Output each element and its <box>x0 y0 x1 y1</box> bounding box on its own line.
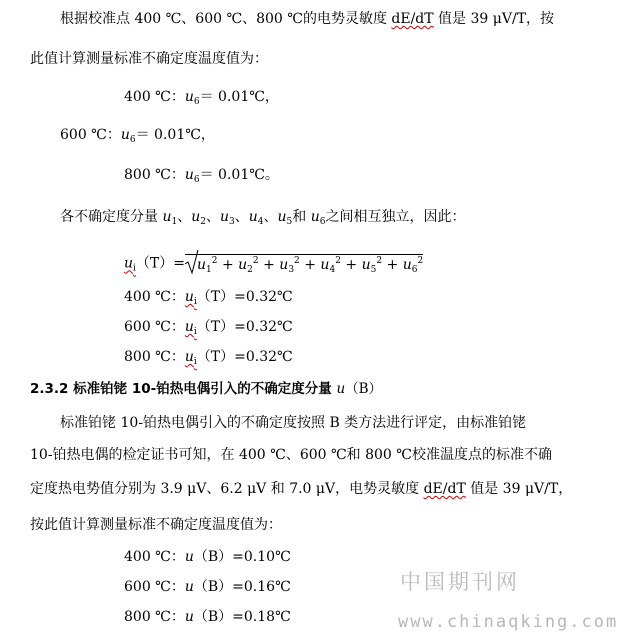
paragraph-sensitivity-cont: 此值计算测量标准不确定度温度值为： <box>30 51 268 67</box>
ub-line-600: 600 ℃：u（B）=0.16℃ <box>124 579 291 595</box>
square-root-sign: $u_1^2 + u_2^2 + u_3^2 + u_4^2 + u_5^2 + u_6^2$ <box>185 252 423 275</box>
paragraph-typeb-l3: 定度热电势值分别为 3.9 μV、6.2 μV 和 7.0 μV，电势灵敏度 dE/dT 值是 39 μV/T， <box>30 481 573 497</box>
u6-line-400: 400 ℃：$u_6=$ 0.01℃， <box>124 89 279 107</box>
watermark-cn: 中国期刊网 <box>400 570 520 594</box>
combined-uncertainty-formula: $u_i(T)=$ $u_1^2 + u_2^2 + u_3^2 + u_4^2 + u_5^2 + u_6^2$ <box>124 252 423 275</box>
ui-line-400: 400 ℃：$u_i(T)=0.32℃$ <box>124 289 293 307</box>
ub-line-400: 400 ℃：u（B）=0.10℃ <box>124 549 291 565</box>
paragraph-typeb-l1: 标准铂铑 10-铂热电偶引入的不确定度按照 B 类方法进行评定，由标准铂铑 <box>60 415 527 431</box>
ui-line-800: 800 ℃：$u_i(T)=0.32℃$ <box>124 349 293 367</box>
u6-line-800: 800 ℃：$u_6=$ 0.01℃。 <box>124 167 279 185</box>
section-heading: 2.3.2 标准铂铑 10-铂热电偶引入的不确定度分量 u（B） <box>30 381 383 397</box>
watermark-url: www.chinaqking.com <box>398 612 619 632</box>
paragraph-independence: 各不确定度分量 $u_1$、$u_2$、$u_3$、$u_4$、$u_5$和 $u_6$之间相互独立，因此： <box>60 209 466 227</box>
ui-line-600: 600 ℃：$u_i(T)=0.32℃$ <box>124 319 293 337</box>
paragraph-typeb-l2: 10-铂热电偶的检定证书可知，在 400 ℃、600 ℃和 800 ℃校准温度点的标准不确 <box>30 447 552 463</box>
u6-line-600: 600 ℃：$u_6=$ 0.01℃， <box>60 127 215 145</box>
ub-line-800: 800 ℃：u（B）=0.18℃ <box>124 609 291 625</box>
paragraph-typeb-l4: 按此值计算测量标准不确定度温度值为： <box>30 517 282 533</box>
paragraph-sensitivity: 根据校准点 400 ℃、600 ℃、800 ℃的电势灵敏度 dE/dT 值是 39 μV/T，按 <box>60 11 555 27</box>
dedt-term: dE/dT <box>391 11 434 27</box>
